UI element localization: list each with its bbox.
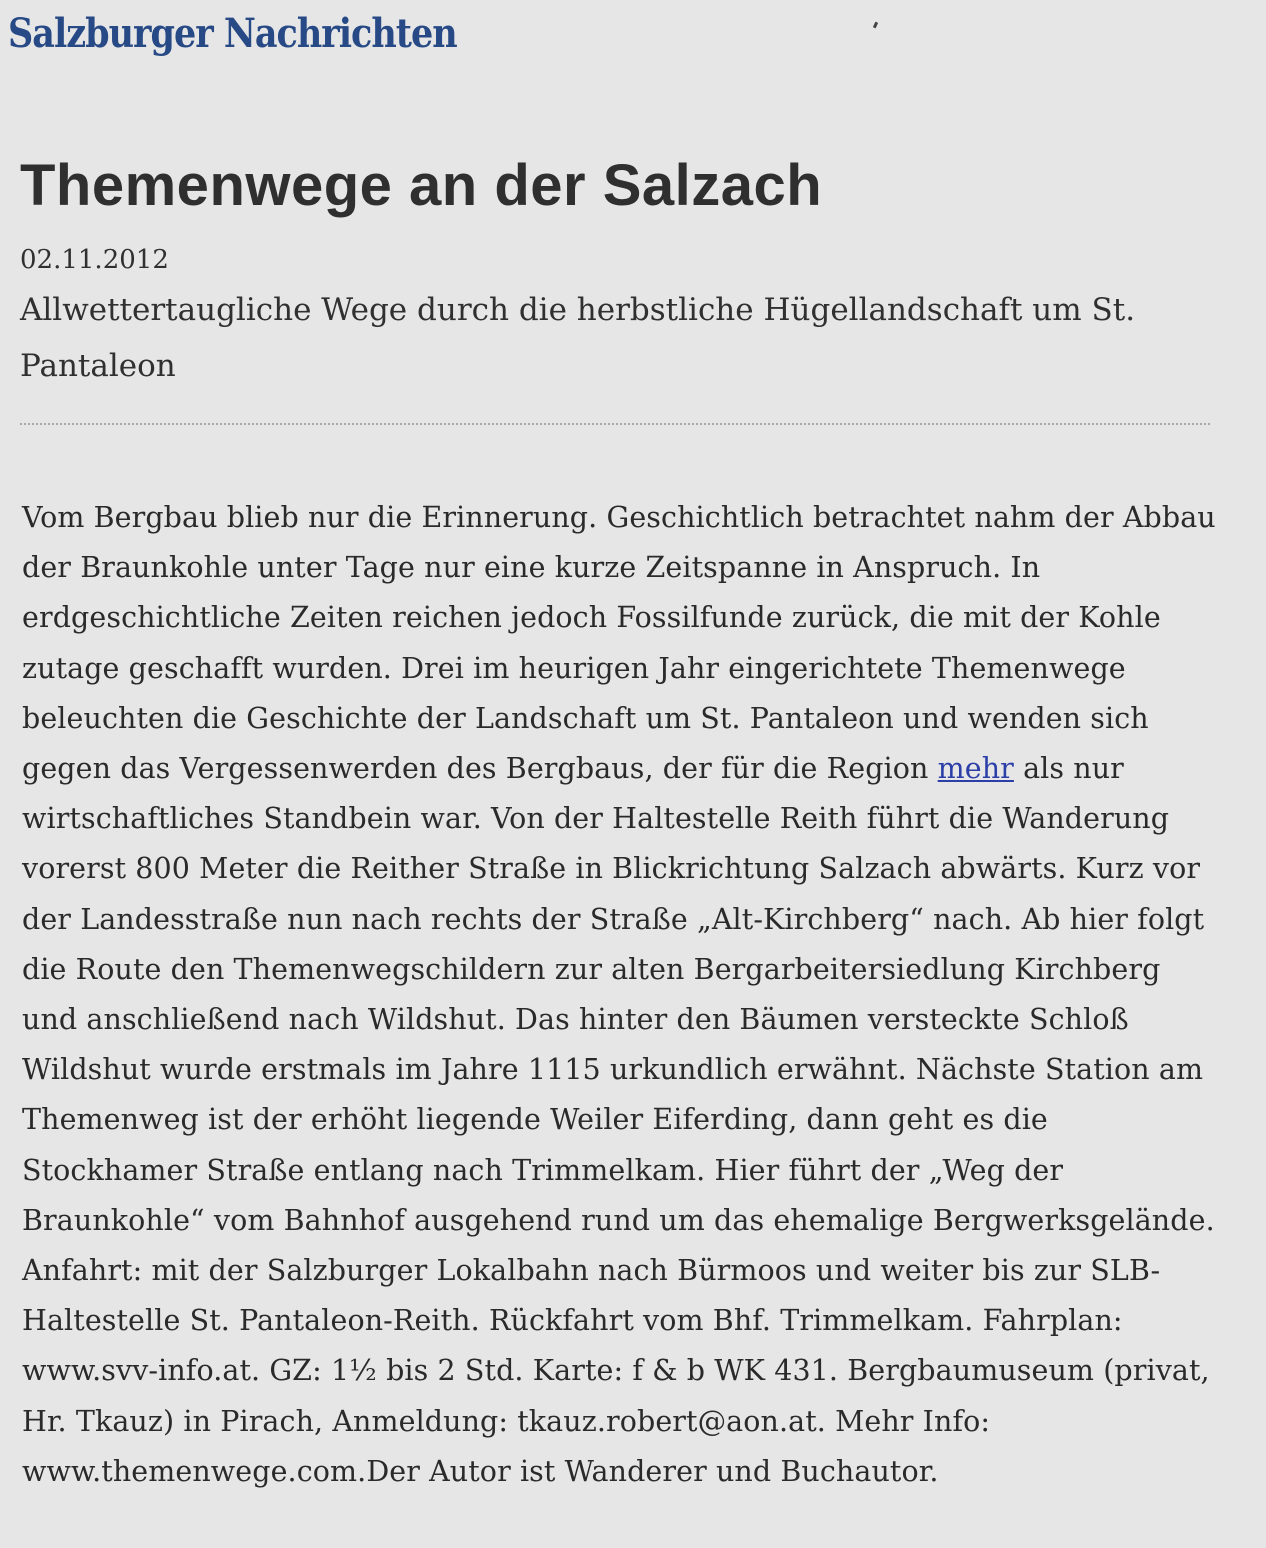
article-title: Themenwege an der Salzach: [20, 153, 823, 218]
divider: [20, 423, 1210, 425]
more-link[interactable]: mehr: [937, 752, 1014, 786]
article-body-text-part1: Vom Bergbau blieb nur die Erinnerung. Geschichtlich betrachtet nahm der Abbau der Braunkohle unter Tage nur eine kurze Zeitspanne in Anspruch. In erdgeschichtliche Zeiten reichen jedoch Fossilfunde zurück, die mit der Kohle zutage geschafft wurden. Drei im heurigen Jahr eingerichtete Themenwege beleuchten die Geschichte der Landschaft um St. Pantaleon und wenden sich gegen das Vergessenwerden des Bergbaus, der für die Region: [22, 501, 1216, 786]
article-body: [22, 493, 1222, 1497]
article-subtitle: Allwettertaugliche Wege durch die herbstliche Hügellandschaft um St. Pantaleon: [20, 292, 1136, 384]
article-body-text-part2: als nur wirtschaftliches Standbein war. Von der Haltestelle Reith führt die Wanderung vorerst 800 Meter die Reither Straße in Blickrichtung Salzach abwärts. Kurz vor der Landesstraße nun nach rechts der Straße „Alt-Kirchberg“ nach. Ab hier folgt die Route den Themenwegschildern zur alten Bergarbeitersiedlung Kirchberg und anschließend nach Wildshut. Das hinter den Bäumen versteckte Schloß Wildshut wurde erstmals im Jahre 1115 urkundlich erwähnt. Nächste Station am Themenweg ist der erhöht liegende Weiler Eiferding, dann geht es die Stockhamer Straße entlang nach Trimmelkam. Hier führt der „Weg der Braunkohle“ vom Bahnhof ausgehend rund um das ehemalige Bergwerksgelände. Anfahrt: mit der Salzburger Lokalbahn nach Bürmoos und weiter bis zur SLB-Haltestelle St. Pantaleon-Reith. Rückfahrt vom Bhf. Trimmelkam. Fahrplan: www.svv-info.at. GZ: 1½ bis 2 Std. Karte: f & b WK 431. Bergbaumuseum (privat, Hr. Tkauz) in Pirach, Anmeldung: tkauz.robert@aon.at. Mehr Info: www.themenwege.com.Der Autor ist Wanderer und Buchautor.: [22, 752, 1215, 1488]
masthead-logo: Salzburger Nachrichten: [8, 10, 457, 58]
scan-speck: [873, 22, 878, 29]
article-date: 02.11.2012: [20, 245, 169, 275]
